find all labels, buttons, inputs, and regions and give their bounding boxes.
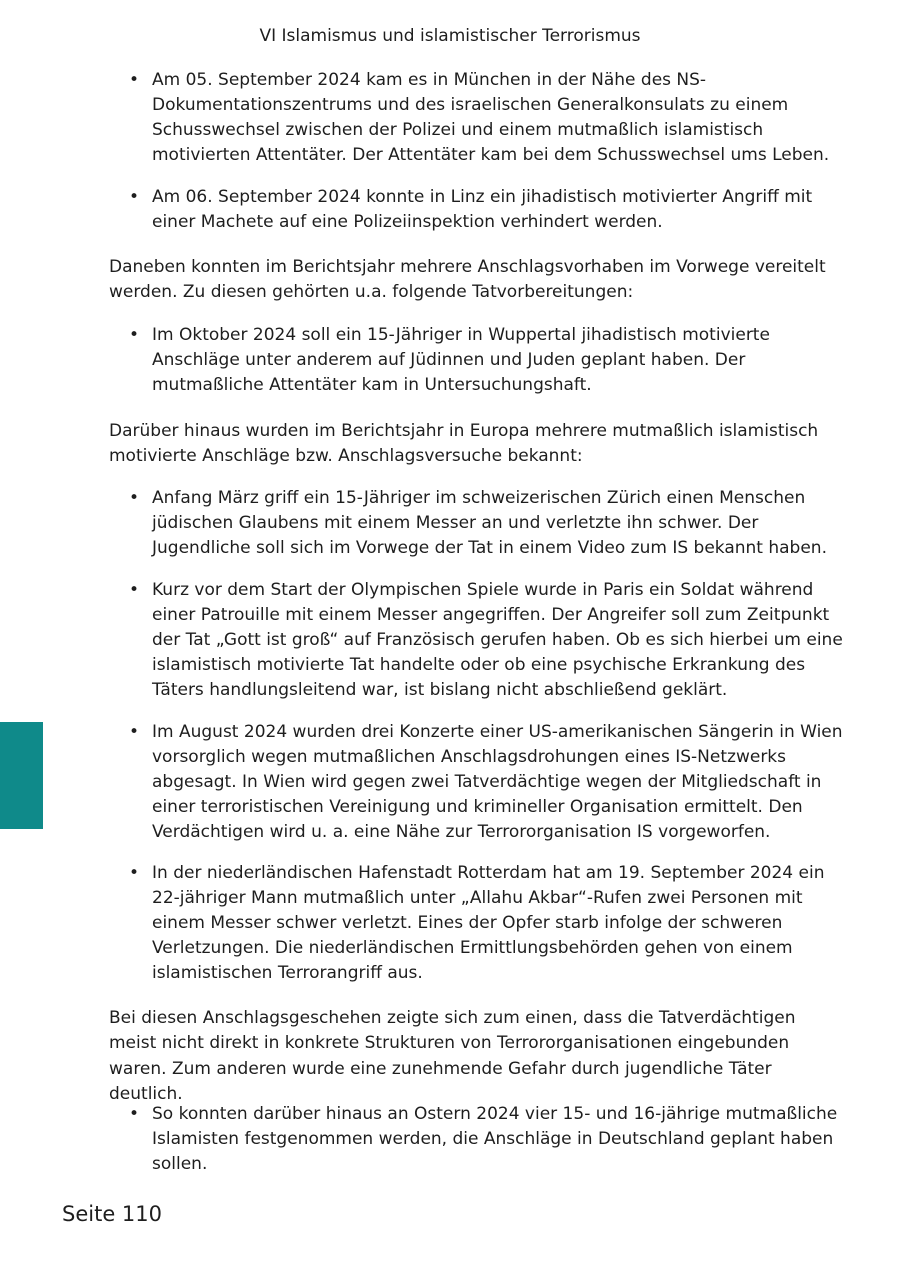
bullet-glyph: • <box>129 863 140 883</box>
list-item-text: Kurz vor dem Start der Olympischen Spiele wurde in Paris ein Soldat während einer Patrouille mit einem Messer angegriffen. Der Angreifer soll zum Zeitpunkt der Tat „Gott ist groß“ auf Französisch gerufen haben. Ob es sich hierbei um eine islamistisch motivierte Tat handelte oder ob eine psychische Erkrankung des Täters handlungsleitend war, ist bislang nicht abschließend geklärt. <box>152 580 843 700</box>
list-item <box>109 1102 844 1177</box>
paragraph <box>109 1006 844 1107</box>
paragraph-text: Darüber hinaus wurden im Berichtsjahr in Europa mehrere mutmaßlich islamistisch motivierte Anschläge bzw. Anschlagsversuche bekannt: <box>109 421 819 467</box>
bullet-glyph: • <box>129 187 140 207</box>
list-item <box>109 68 844 168</box>
paragraph <box>109 255 844 306</box>
bullet-glyph: • <box>129 1104 140 1124</box>
paragraph-text: Bei diesen Anschlagsgeschehen zeigte sich zum einen, dass die Tatverdächtigen meist nicht direkt in konkrete Strukturen von Terrororganisationen eingebunden waren. Zum anderen wurde eine zunehmende Gefahr durch jugendliche Täter deutlich. <box>109 1008 796 1104</box>
bullet-glyph: • <box>129 580 140 600</box>
bullet-glyph: • <box>129 722 140 742</box>
paragraph-text: Daneben konnten im Berichtsjahr mehrere Anschlagsvorhaben im Vorwege vereitelt werden. Zu diesen gehörten u.a. folgende Tatvorbereitungen: <box>109 257 826 303</box>
list-item <box>109 861 844 986</box>
list-item-text: Im August 2024 wurden drei Konzerte einer US-amerikanischen Sängerin in Wien vorsorglich wegen mutmaßlichen Anschlagsdrohungen eines IS-Netzwerks abgesagt. In Wien wird gegen zwei Tatverdächtige wegen der Mitgliedschaft in einer terroristischen Vereinigung und krimineller Organisation ermittelt. Den Verdächtigen wird u. a. eine Nähe zur Terrororganisation IS vorgeworfen. <box>152 722 843 842</box>
bullet-glyph: • <box>129 488 140 508</box>
page-header: VI Islamismus und islamistischer Terrorismus <box>259 26 641 46</box>
list-item <box>109 323 844 398</box>
list-item-text: Im Oktober 2024 soll ein 15-Jähriger in Wuppertal jihadistisch motivierte Anschläge unter anderem auf Jüdinnen und Juden geplant haben. Der mutmaßliche Attentäter kam in Untersuchungshaft. <box>152 325 770 395</box>
list-item-text: So konnten darüber hinaus an Ostern 2024 vier 15- und 16-jährige mutmaßliche Islamisten festgenommen werden, die Anschläge in Deutschland geplant haben sollen. <box>152 1104 838 1174</box>
list-item-text: Anfang März griff ein 15-Jähriger im schweizerischen Zürich einen Menschen jüdischen Glaubens mit einem Messer an und verletzte ihn schwer. Der Jugendliche soll sich im Vorwege der Tat in einem Video zum IS bekannt haben. <box>152 488 827 558</box>
list-item <box>109 720 844 845</box>
list-item-text: Am 06. September 2024 konnte in Linz ein jihadistisch motivierter Angriff mit einer Machete auf eine Polizeiinspektion verhindert werden. <box>152 187 813 232</box>
list-item <box>109 185 844 235</box>
list-item <box>109 578 844 703</box>
bullet-glyph: • <box>129 70 140 90</box>
list-item-text: In der niederländischen Hafenstadt Rotterdam hat am 19. September 2024 ein 22-jähriger Mann mutmaßlich unter „Allahu Akbar“-Rufen zwei Personen mit einem Messer schwer verletzt. Eines der Opfer starb infolge der schweren Verletzungen. Die niederländischen Ermittlungsbehörden gehen von einem islamistischen Terrorangriff aus. <box>152 863 825 983</box>
bullet-glyph: • <box>129 325 140 345</box>
list-item-text: Am 05. September 2024 kam es in München in der Nähe des NS-Dokumentationszentrums und des israelischen Generalkonsulats zu einem Schusswechsel zwischen der Polizei und einem mutmaßlich islamistisch motivierten Attentäter. Der Attentäter kam bei dem Schusswechsel ums Leben. <box>152 70 830 165</box>
page-number: Seite 110 <box>62 1202 162 1226</box>
list-item <box>109 486 844 561</box>
chapter-side-tab <box>0 722 43 829</box>
paragraph <box>109 419 844 470</box>
